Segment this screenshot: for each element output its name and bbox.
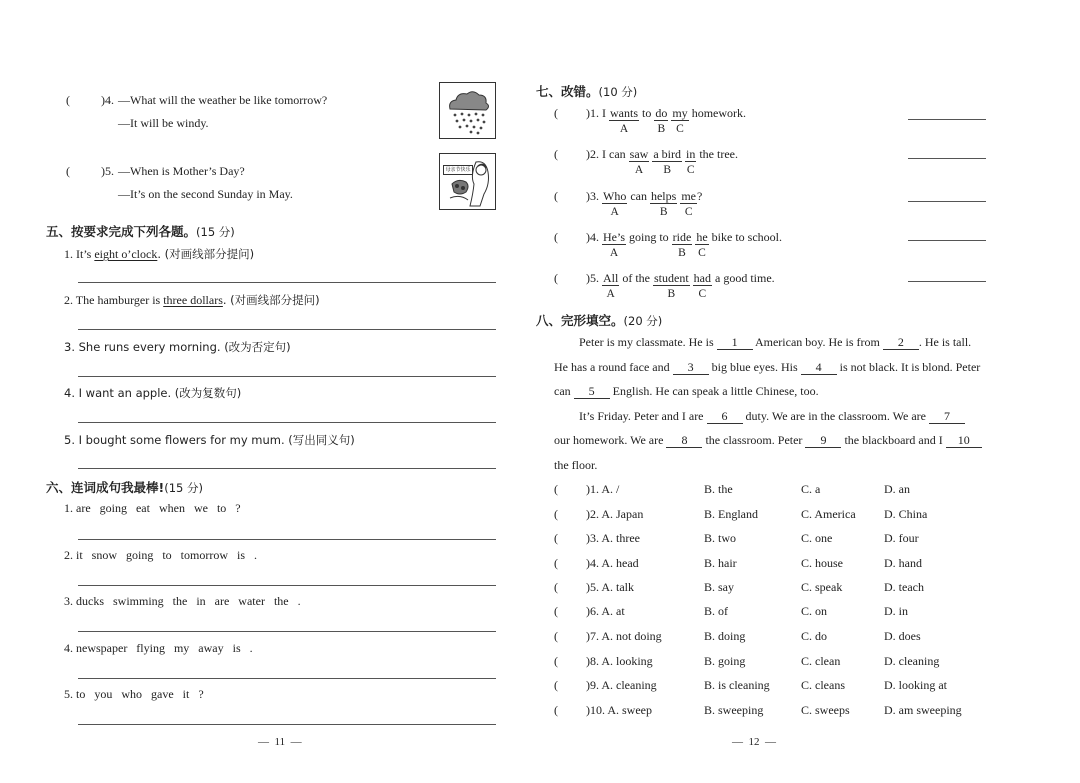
answer-line[interactable] — [78, 376, 496, 377]
option-c: C. a — [801, 482, 821, 496]
option-a: )6. A. at — [586, 604, 625, 618]
error-sentence: )5. All A of the student B had C a good time. — [586, 271, 775, 300]
section-8-heading — [536, 311, 662, 329]
answer-text: —It will be windy. — [118, 116, 209, 130]
option-b-word: a bird B — [653, 147, 681, 176]
option-c-word: had C — [693, 271, 711, 300]
correction-line[interactable] — [908, 201, 986, 202]
section-points: (15 分) — [164, 481, 203, 495]
option-a: )4. A. head — [586, 556, 639, 570]
letter-a: A — [606, 288, 615, 300]
passage-line: the floor. — [554, 458, 598, 472]
option-c-word: me C — [681, 189, 696, 218]
correction-line[interactable] — [908, 158, 986, 159]
letter-a: A — [609, 247, 619, 259]
letter-b: B — [657, 123, 666, 135]
option-b-word: student B — [654, 271, 689, 300]
cloze-blank[interactable]: 5 — [574, 385, 610, 399]
section-points: (15 分) — [196, 225, 235, 239]
answer-paren: ( — [554, 507, 558, 521]
mother-child-icon — [440, 154, 495, 209]
option-b: B. going — [704, 654, 746, 668]
question-text: —What will the weather be like tomorrow? — [118, 93, 328, 107]
task-item: 5. I bought some flowers for my mum. (写出同义句) — [64, 433, 355, 447]
cloze-blank[interactable]: 10 — [946, 434, 982, 448]
option-a: )7. A. not doing — [586, 629, 662, 643]
option-c: C. one — [801, 531, 833, 545]
option-b: B. doing — [704, 629, 746, 643]
option-a-word: Who A — [603, 189, 627, 218]
answer-line[interactable] — [78, 468, 496, 469]
option-c-word: my C — [672, 106, 688, 135]
section-5-heading — [46, 222, 235, 240]
answer-paren: ( — [554, 556, 558, 570]
question-number: )3. — [586, 189, 599, 203]
answer-line[interactable] — [78, 724, 496, 725]
task-instruction: . (对画线部分提问) — [222, 293, 320, 307]
option-c: C. do — [801, 629, 828, 643]
option-b: B. of — [704, 604, 728, 618]
answer-paren: ( — [554, 678, 558, 692]
option-d: D. an — [884, 482, 910, 496]
answer-paren: ( — [554, 580, 558, 594]
answer-paren: ( — [554, 189, 558, 203]
option-a-word: All A — [603, 271, 619, 300]
answer-paren: ( — [554, 654, 558, 668]
letter-c: C — [686, 164, 695, 176]
answer-paren: ( — [554, 629, 558, 643]
option-a: )9. A. cleaning — [586, 678, 657, 692]
correction-line[interactable] — [908, 281, 986, 282]
option-c: C. sweeps — [801, 703, 850, 717]
letter-b: B — [663, 164, 671, 176]
section-points: (10 分) — [598, 85, 638, 99]
scrambled-words: 4. newspaper flying my away is . — [64, 641, 253, 655]
passage-line: can 5 English. He can speak a little Chinese, too. — [554, 384, 819, 398]
letter-b: B — [659, 206, 668, 218]
cloze-blank[interactable]: 2 — [883, 336, 919, 350]
section-title: 七、改错。 — [536, 84, 599, 99]
scrambled-words: 5. to you who gave it ? — [64, 687, 204, 701]
option-b-word: do B — [655, 106, 668, 135]
question-number: )5. — [586, 271, 599, 285]
error-sentence: )4. He’s A going to ride B he C bike to school. — [586, 230, 782, 259]
option-d: D. hand — [884, 556, 922, 570]
error-sentence: )1. I wants A to do B my C homework. — [586, 106, 747, 135]
answer-paren: ( — [554, 531, 558, 545]
option-d: D. does — [884, 629, 921, 643]
answer-line[interactable] — [78, 422, 496, 423]
option-c: C. America — [801, 507, 856, 521]
answer-paren: ( — [554, 703, 558, 717]
error-sentence: )2. I can saw A a bird B in C the tree. — [586, 147, 738, 176]
letter-c: C — [684, 206, 693, 218]
option-d: D. four — [884, 531, 919, 545]
option-d: D. teach — [884, 580, 924, 594]
option-c: C. house — [801, 556, 843, 570]
scrambled-words: 1. are going eat when we to ? — [64, 501, 241, 515]
option-a: )8. A. looking — [586, 654, 653, 668]
letter-b: B — [678, 247, 686, 259]
page-number: — 11 — — [258, 736, 302, 748]
correction-line[interactable] — [908, 240, 986, 241]
scrambled-words: 3. ducks swimming the in are water the . — [64, 594, 301, 608]
option-c: C. speak — [801, 580, 843, 594]
option-a: )1. A. / — [586, 482, 620, 496]
page-number: — 12 — — [732, 736, 776, 748]
answer-paren: ( — [554, 604, 558, 618]
letter-c: C — [676, 123, 684, 135]
cloze-blank[interactable]: 8 — [666, 434, 702, 448]
option-b-word: helps B — [650, 189, 677, 218]
passage-line: It’s Friday. Peter and I are 6 duty. We are in the classroom. We are 7 — [579, 409, 965, 424]
option-d: D. am sweeping — [884, 703, 962, 717]
section-6-heading — [46, 478, 203, 496]
cloze-blank[interactable]: 1 — [717, 336, 753, 350]
underlined-phrase: three dollars — [163, 293, 223, 307]
scrambled-words: 2. it snow going to tomorrow is . — [64, 548, 258, 562]
answer-paren: ( — [554, 106, 558, 120]
answer-paren: ( — [554, 230, 558, 244]
answer-text: —It’s on the second Sunday in May. — [118, 187, 293, 201]
passage-line: Peter is my classmate. He is 1 American boy. He is from 2 . He is tall. — [579, 335, 972, 349]
section-7-heading — [536, 82, 637, 100]
answer-paren: ( — [554, 147, 558, 161]
passage-line: our homework. We are 8 the classroom. Peter 9 the blackboard and I 10 — [554, 433, 982, 448]
letter-a: A — [619, 123, 629, 135]
option-b: B. England — [704, 507, 758, 521]
underlined-phrase: eight o’clock — [94, 247, 158, 261]
passage-line: He has a round face and 3 big blue eyes. His 4 is not black. It is blond. Peter — [554, 360, 981, 374]
answer-line[interactable] — [78, 631, 496, 632]
answer-line[interactable] — [78, 585, 496, 586]
option-a-word: saw A — [629, 147, 649, 176]
task-text: 2. The hamburger is — [64, 293, 164, 307]
question-number: )5. — [101, 164, 114, 178]
cloze-blank[interactable]: 6 — [707, 410, 743, 424]
option-a-word: He’s A — [603, 230, 625, 259]
option-c: C. on — [801, 604, 828, 618]
section-title: 五、按要求完成下列各题。 — [46, 224, 197, 239]
rain-cloud-picture — [439, 82, 496, 139]
rain-cloud-icon — [440, 83, 495, 138]
question-number: )1. I — [586, 106, 606, 120]
option-c-word: he C — [696, 230, 708, 259]
letter-c: C — [698, 247, 706, 259]
answer-line[interactable] — [78, 282, 496, 283]
option-c: C. clean — [801, 654, 841, 668]
option-a: )2. A. Japan — [586, 507, 644, 521]
option-b: B. hair — [704, 556, 737, 570]
question-number: )4. — [101, 93, 114, 107]
correction-line[interactable] — [908, 119, 986, 120]
task-text: 1. It’s — [64, 247, 95, 261]
task-instruction: . (对画线部分提问) — [157, 247, 255, 261]
option-b: B. is cleaning — [704, 678, 770, 692]
task-item — [64, 292, 320, 308]
answer-paren: ( — [66, 93, 70, 107]
option-a: )5. A. talk — [586, 580, 634, 594]
cloze-blank[interactable]: 7 — [929, 410, 965, 424]
answer-paren: ( — [554, 482, 558, 496]
section-points: (20 分) — [623, 314, 663, 328]
option-b: B. say — [704, 580, 734, 594]
answer-line[interactable] — [78, 678, 496, 679]
option-b: B. two — [704, 531, 737, 545]
option-c-word: in C — [685, 147, 696, 176]
answer-paren: ( — [554, 271, 558, 285]
letter-b: B — [667, 288, 676, 300]
option-b: B. the — [704, 482, 733, 496]
letter-a: A — [610, 206, 619, 218]
cloze-blank[interactable]: 4 — [801, 361, 837, 375]
section-title: 八、完形填空。 — [536, 313, 624, 328]
cloze-blank[interactable]: 9 — [805, 434, 841, 448]
letter-c: C — [698, 288, 707, 300]
answer-line[interactable] — [78, 539, 496, 540]
option-b-word: ride B — [672, 230, 692, 259]
option-a: )3. A. three — [586, 531, 640, 545]
task-item: 4. I want an apple. (改为复数句) — [64, 386, 242, 400]
question-number: )4. — [586, 230, 599, 244]
answer-line[interactable] — [78, 329, 496, 330]
section-title: 六、连词成句我最棒! — [46, 480, 165, 495]
option-d: D. cleaning — [884, 654, 940, 668]
option-a-word: wants A — [610, 106, 638, 135]
error-sentence: )3. Who A can helps B me C ? — [586, 189, 703, 218]
question-number: )2. I can — [586, 147, 626, 161]
cloze-blank[interactable]: 3 — [673, 361, 709, 375]
option-c: C. cleans — [801, 678, 845, 692]
option-b: B. sweeping — [704, 703, 764, 717]
letter-a: A — [634, 164, 644, 176]
sign-text: 母亲节快乐 — [443, 165, 473, 175]
option-a: )10. A. sweep — [586, 703, 652, 717]
answer-paren: ( — [66, 164, 70, 178]
task-item — [64, 246, 254, 262]
mothers-day-picture — [439, 153, 496, 210]
option-d: D. in — [884, 604, 908, 618]
option-d: D. looking at — [884, 678, 947, 692]
option-d: D. China — [884, 507, 928, 521]
task-item: 3. She runs every morning. (改为否定句) — [64, 340, 291, 354]
question-text: —When is Mother’s Day? — [118, 164, 245, 178]
